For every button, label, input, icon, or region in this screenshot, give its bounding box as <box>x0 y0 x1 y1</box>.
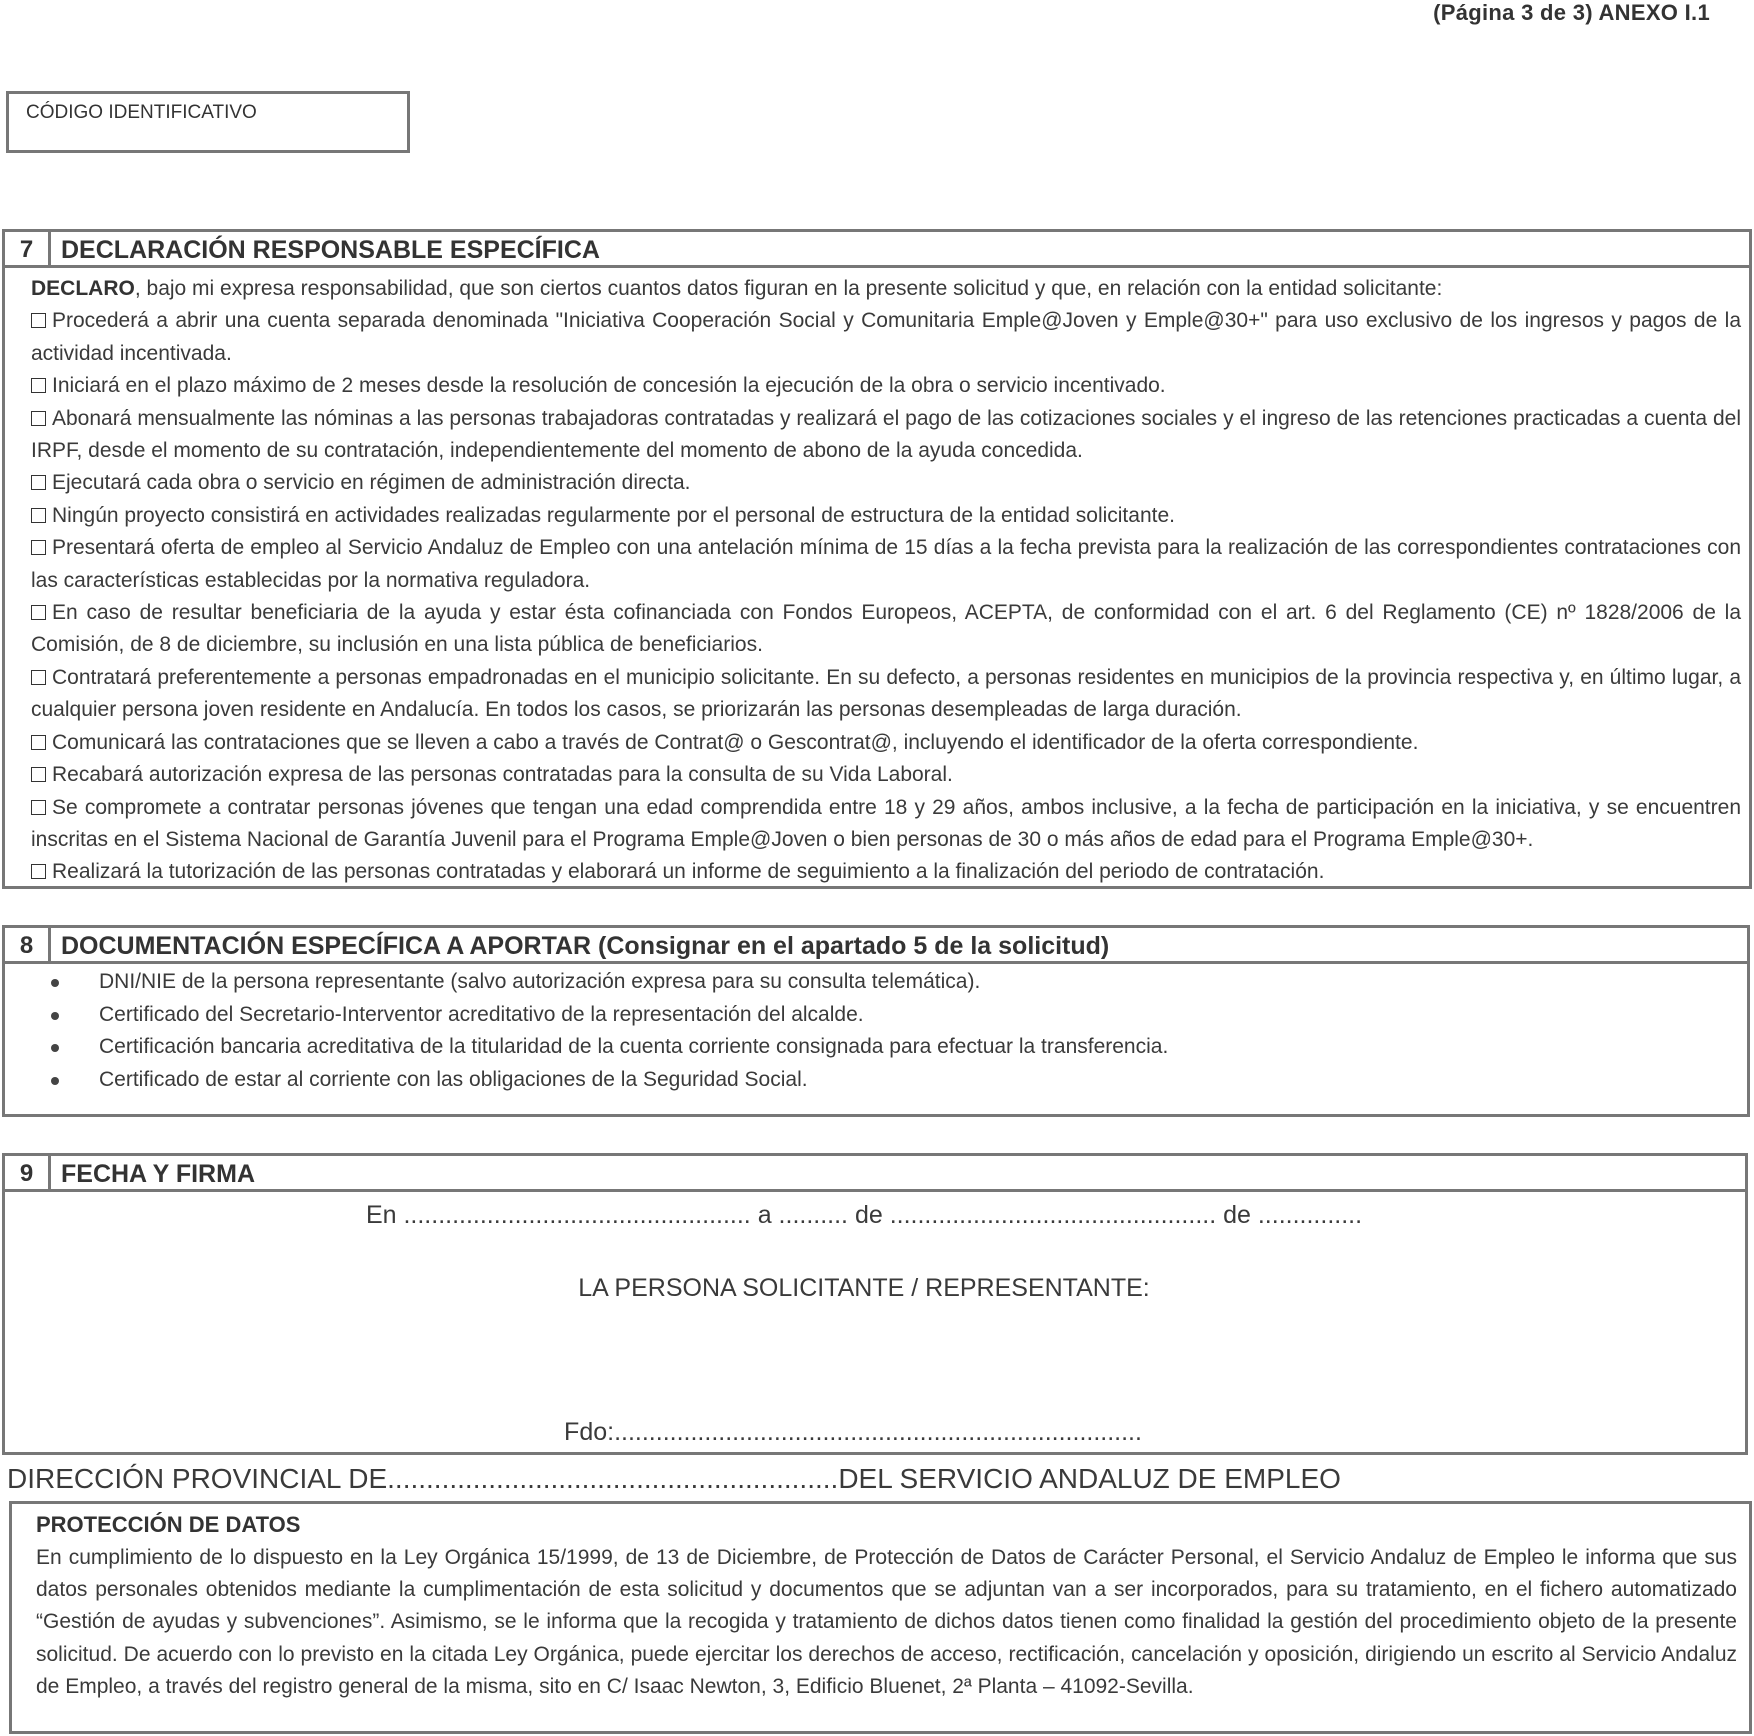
checkbox[interactable] <box>31 508 46 523</box>
checkbox[interactable] <box>31 605 46 620</box>
direccion-provincial[interactable]: DIRECCIÓN PROVINCIAL DE..........................................................DEL SERVICIO ANDALUZ DE EMPLEO <box>7 1463 1341 1494</box>
list-item: Certificado del Secretario-Interventor acreditativo de la representación del alcalde. <box>51 999 1168 1032</box>
declaration-intro <box>31 273 1741 305</box>
section-title-note: (Consignar en el apartado 5 de la solicitud) <box>598 932 1110 960</box>
section-number: 9 <box>5 1156 51 1189</box>
checkbox[interactable] <box>31 313 46 328</box>
declaration-item: En caso de resultar beneficiaria de la ayuda y estar ésta cofinanciada con Fondos Europeos, ACEPTA, de conformidad con el art. 6 del Reglamento (CE) nº 1828/2006 de la Comisión, de 8 de diciembre, su inclusión en una lista pública de beneficiarios. <box>31 601 1741 657</box>
section-declaracion <box>2 229 1752 889</box>
signature-line[interactable]: Fdo:............................................................................ <box>564 1418 1142 1446</box>
section-title: FECHA Y FIRMA <box>61 1160 255 1188</box>
list-item: Certificado de estar al corriente con las obligaciones de la Seguridad Social. <box>51 1064 1168 1097</box>
signer-label: LA PERSONA SOLICITANTE / REPRESENTANTE: <box>578 1274 1150 1302</box>
declaration-item: Ejecutará cada obra o servicio en régimen de administración directa. <box>31 467 1741 499</box>
proteccion-text: En cumplimiento de lo dispuesto en la Ley Orgánica 15/1999, de 13 de Diciembre, de Protección de Datos de Carácter Personal, el Servicio Andaluz de Empleo le informa que sus datos personales obtenidos mediante la cumplimentación de esta solicitud y documentos que se adjuntan van a ser incorporados, para su tratamiento, en el fichero automatizado “Gestión de ayudas y subvenciones”. Asimismo, se le informa que la recogida y tratamiento de dichos datos tienen como finalidad la gestión del procedimiento objeto de la presente solicitud. De acuerdo con lo previsto en la citada Ley Orgánica, puede ejercitar los derechos de acceso, rectificación, cancelación y oposición, dirigiendo un escrito al Servicio Andaluz de Empleo, a través del registro general de la misma, sito en C/ Isaac Newton, 3, Edificio Bluenet, 2ª Planta – 41092-Sevilla. <box>36 1546 1737 1698</box>
declaration-item: Ningún proyecto consistirá en actividades realizadas regularmente por el personal de estructura de la entidad solicitante. <box>31 500 1741 532</box>
code-box[interactable] <box>6 91 410 153</box>
declaration-item: Iniciará en el plazo máximo de 2 meses desde la resolución de concesión la ejecución de la obra o servicio incentivado. <box>31 370 1741 402</box>
declaration-item: Realizará la tutorización de las personas contratadas y elaborará un informe de seguimiento a la finalización del periodo de contratación. <box>31 856 1741 888</box>
bullet-icon <box>51 1012 59 1020</box>
declaration-item: Presentará oferta de empleo al Servicio Andaluz de Empleo con una antelación mínima de 15 días a la fecha prevista para la realización de las correspondientes contrataciones con las características establecidas por la normativa reguladora. <box>31 536 1741 592</box>
checkbox[interactable] <box>31 540 46 555</box>
section-documentacion <box>2 925 1750 1117</box>
checkbox[interactable] <box>31 411 46 426</box>
checkbox[interactable] <box>31 864 46 879</box>
document-list <box>51 966 1168 1096</box>
declaration-item: Se compromete a contratar personas jóvenes que tengan una edad comprendida entre 18 y 29 años, ambos inclusive, a la fecha de participación en la iniciativa, y se encuentren inscritas en el Sistema Nacional de Garantía Juvenil para el Programa Emple@Joven o bien personas de 30 o más años de edad para el Programa Emple@30+. <box>31 795 1741 851</box>
list-item: Certificación bancaria acreditativa de la titularidad de la cuenta corriente consignada para efectuar la transferencia. <box>51 1031 1168 1064</box>
checkbox[interactable] <box>31 378 46 393</box>
declaration-item: Comunicará las contrataciones que se lleven a cabo a través de Contrat@ o Gescontrat@, incluyendo el identificador de la oferta correspondiente. <box>31 727 1741 759</box>
checkbox[interactable] <box>31 670 46 685</box>
bullet-icon <box>51 979 59 987</box>
list-item: DNI/NIE de la persona representante (salvo autorización expresa para su consulta telemática). <box>51 966 1168 999</box>
declaration-item: Abonará mensualmente las nóminas a las personas trabajadoras contratadas y realizará el pago de las cotizaciones sociales y el ingreso de las retenciones practicadas a cuenta del IRPF, desde el momento de su contratación, independientemente del momento de abono de la ayuda concedida. <box>31 406 1741 463</box>
section-proteccion-datos <box>9 1501 1752 1734</box>
section-number: 8 <box>5 928 51 961</box>
code-label: CÓDIGO IDENTIFICATIVO <box>26 102 257 123</box>
declaro-label: DECLARO <box>31 277 135 300</box>
declaration-intro-text: , bajo mi expresa responsabilidad, que son ciertos cuantos datos figuran en la presente solicitud y que, en relación con la entidad solicitante: <box>134 277 1443 300</box>
proteccion-title: PROTECCIÓN DE DATOS <box>36 1512 301 1537</box>
date-line[interactable]: En .................................................. a .......... de ............................................... de ............... <box>365 1201 1363 1229</box>
declaration-item: Procederá a abrir una cuenta separada denominada "Iniciativa Cooperación Social y Comunitaria Emple@Joven y Emple@30+" para uso exclusivo de los ingresos y pagos de la actividad incentivada. <box>31 309 1741 365</box>
checkbox[interactable] <box>31 767 46 782</box>
page-reference: (Página 3 de 3) ANEXO I.1 <box>1433 0 1710 25</box>
declaration-body <box>31 273 1741 889</box>
section-header <box>5 928 1747 964</box>
checkbox[interactable] <box>31 735 46 750</box>
checkbox[interactable] <box>31 800 46 815</box>
section-header <box>5 1156 1745 1192</box>
declaration-item: Contratará preferentemente a personas empadronadas en el municipio solicitante. En su defecto, a personas residentes en municipios de la provincia respectiva y, en último lugar, a cualquier persona joven residente en Andalucía. En todos los casos, se priorizarán las personas desempleadas de larga duración. <box>31 665 1741 722</box>
section-number: 7 <box>5 232 51 265</box>
section-title: DOCUMENTACIÓN ESPECÍFICA A APORTAR (Consignar en el apartado 5 de la solicitud) <box>61 932 1110 960</box>
section-header <box>5 232 1749 268</box>
bullet-icon <box>51 1044 59 1052</box>
bullet-icon <box>51 1077 59 1085</box>
section-fecha-firma <box>2 1153 1748 1455</box>
declaration-item: Recabará autorización expresa de las personas contratadas para la consulta de su Vida Laboral. <box>31 759 1741 791</box>
section-title: DECLARACIÓN RESPONSABLE ESPECÍFICA <box>61 236 600 264</box>
checkbox[interactable] <box>31 475 46 490</box>
